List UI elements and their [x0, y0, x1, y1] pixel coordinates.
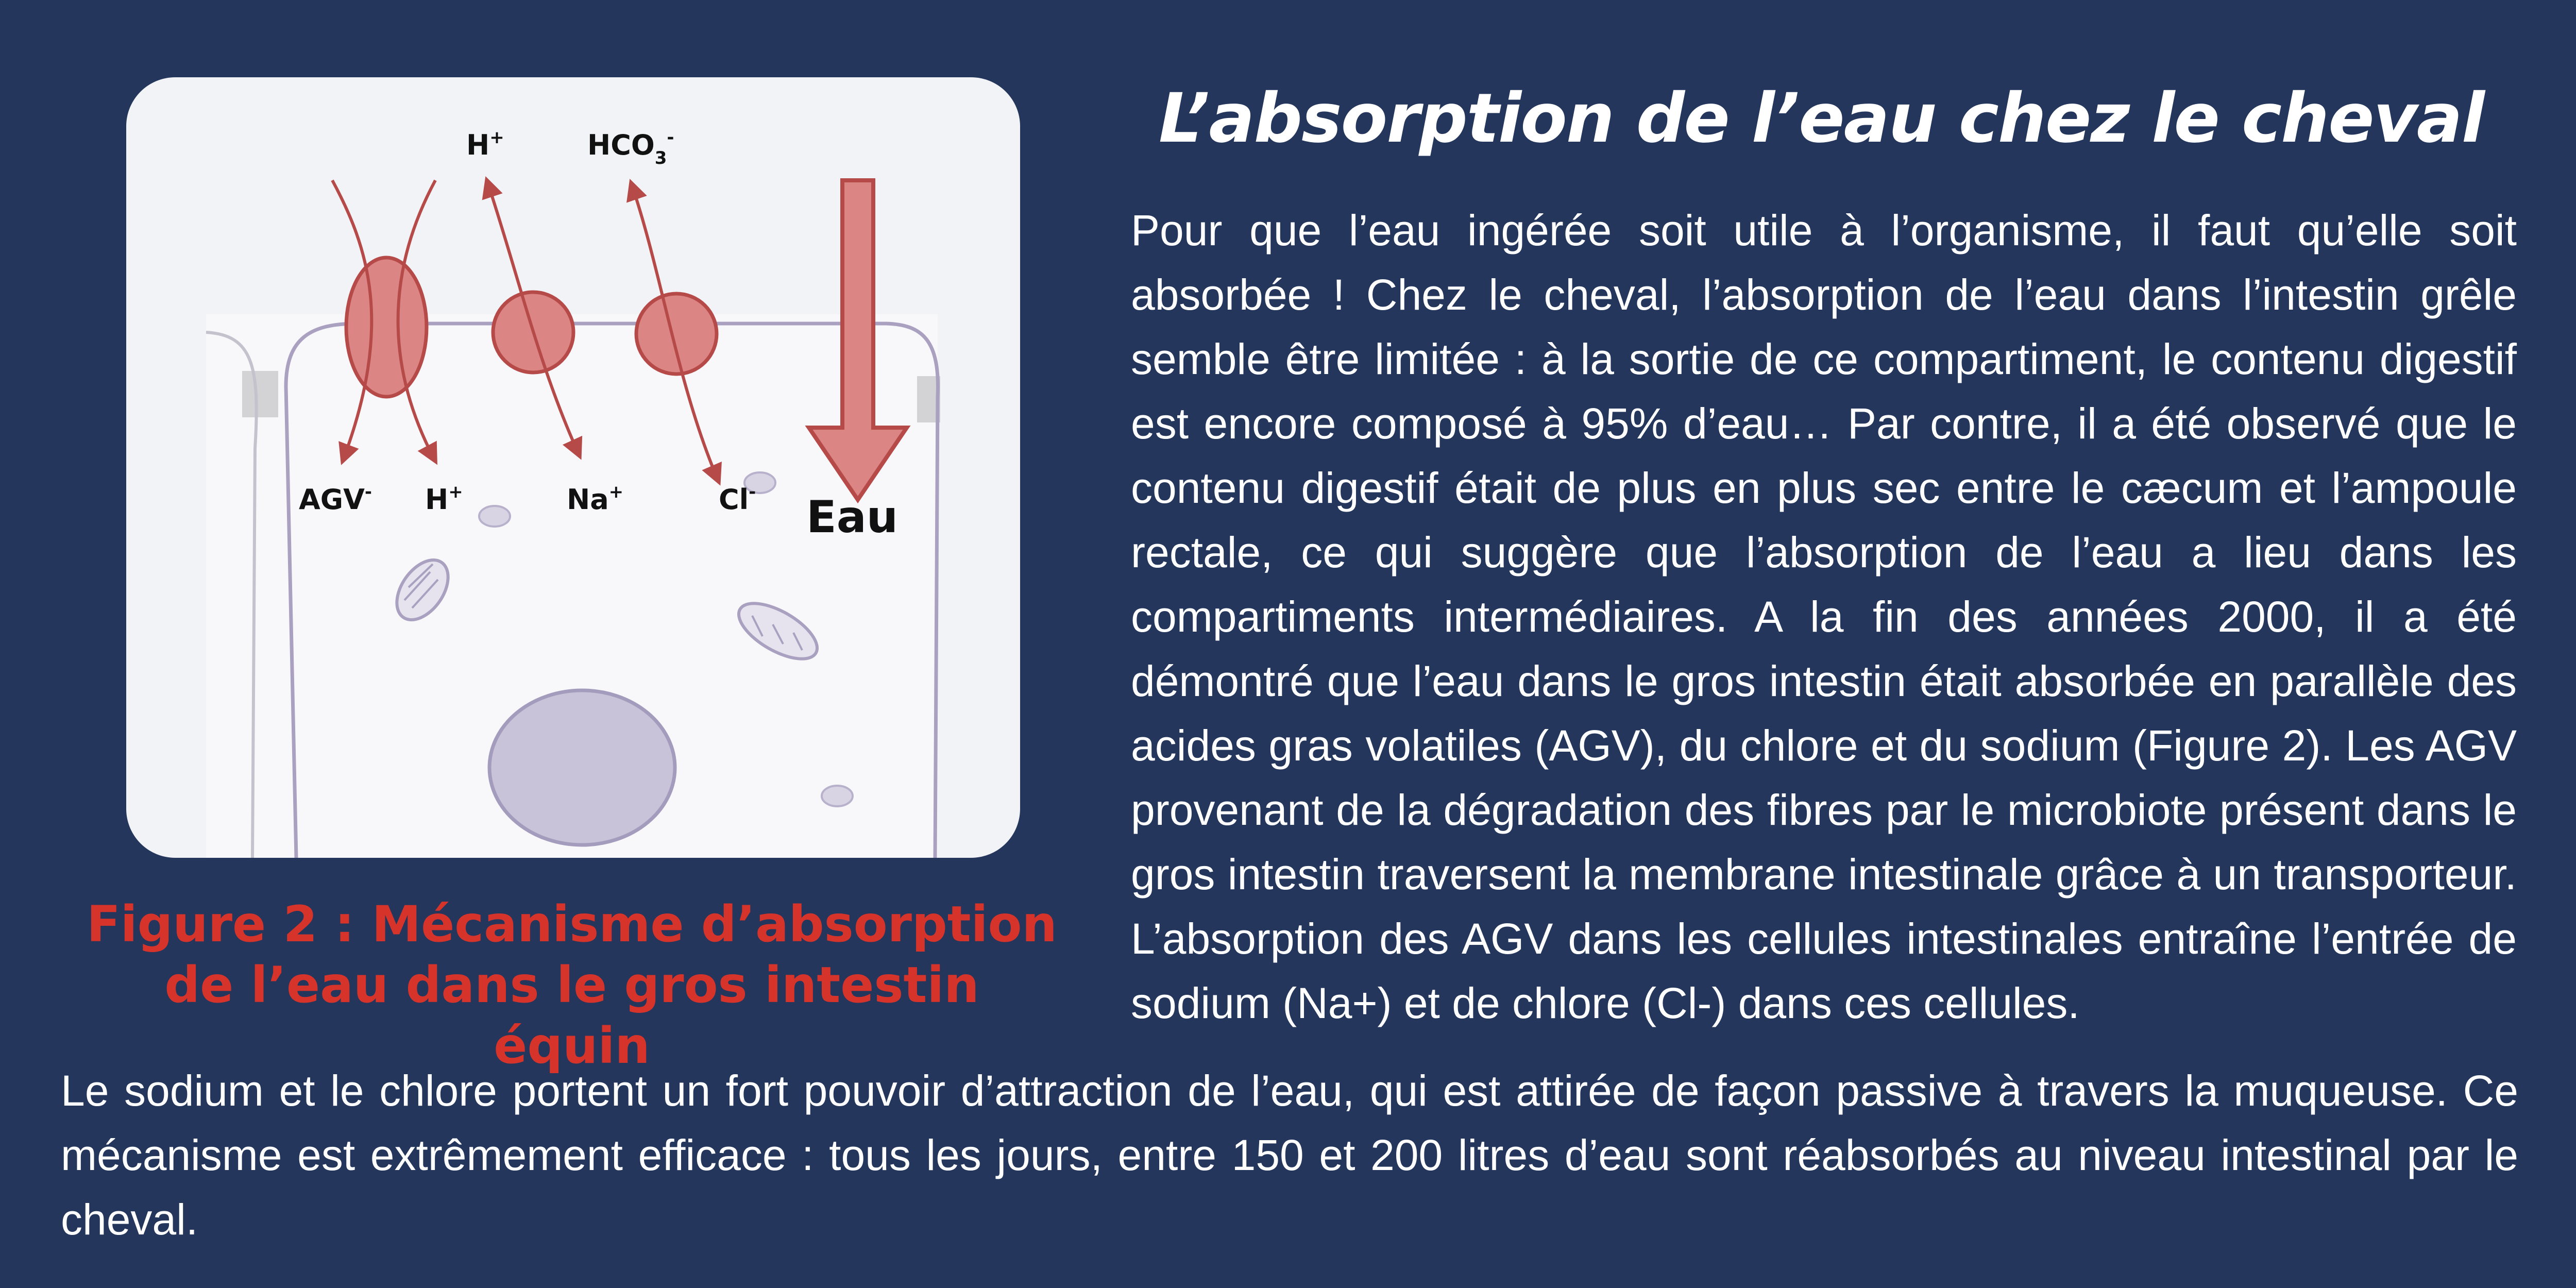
label-hco3: $HCO_3^-$ — [587, 127, 674, 168]
vesicle — [479, 506, 510, 527]
figure-caption — [82, 894, 1061, 1076]
intro-text — [1131, 198, 2517, 1036]
label-cl: Cl- — [719, 482, 756, 516]
label-eau: Eau — [806, 492, 899, 543]
vesicle — [822, 786, 853, 806]
caption-line-2: de l’eau dans le gros intestin équin — [164, 956, 979, 1075]
label-na: Na+ — [567, 482, 624, 516]
junction-left — [242, 371, 278, 417]
paragraph: Pour que l’eau ingérée soit utile à l’organisme, il faut qu’elle soit absorbée ! Chez le cheval, l’absorption de l’eau dans l’intestin grêle semble être limitée : à la sortie de ce compartiment, le contenu digestif est encore composé à 95% d’eau… Par contre, il a été observé que le contenu digestif était de plus en plus sec entre le cæcum et l’ampoule rectale, ce qui suggère que l’absorption de l’eau a lieu dans les compartiments intermédiaires. A la fin des années 2000, il a été démontré que l’eau dans le gros intestin était absorbée en parallèle des acides gras volatiles (AGV), du chlore et du sodium (Figure 2). Les AGV provenant de la dégradation des fibres par le microbiote présent dans le gros intestin traversent la membrane intestinale grâce à un transporteur. L’absorption des AGV dans les cellules intestinales entraîne l’entrée de sodium (Na+) et de chlore (Cl-) dans ces cellules. — [1131, 206, 2517, 1027]
absorption-diagram — [126, 77, 1020, 858]
page-title: L’absorption de l’eau chez le cheval — [1158, 79, 2484, 158]
label-agv: AGV- — [299, 482, 372, 516]
paragraph: Le sodium et le chlore portent un fort pouvoir d’attraction de l’eau, qui est attirée de façon passive à travers la muqueuse. Ce mécanisme est extrêmement efficace : tous les jours, entre 150 et 200 litres d’eau sont réabsorbés au niveau intestinal par le cheval. — [61, 1066, 2518, 1244]
label-h-top: H+ — [466, 127, 504, 161]
conclusion-text — [61, 1059, 2518, 1252]
figure-diagram — [126, 77, 1020, 858]
label-h-bottom: H+ — [425, 482, 463, 516]
nucleus — [489, 690, 675, 845]
caption-line-1: Figure 2 : Mécanisme d’absorption — [87, 895, 1057, 953]
